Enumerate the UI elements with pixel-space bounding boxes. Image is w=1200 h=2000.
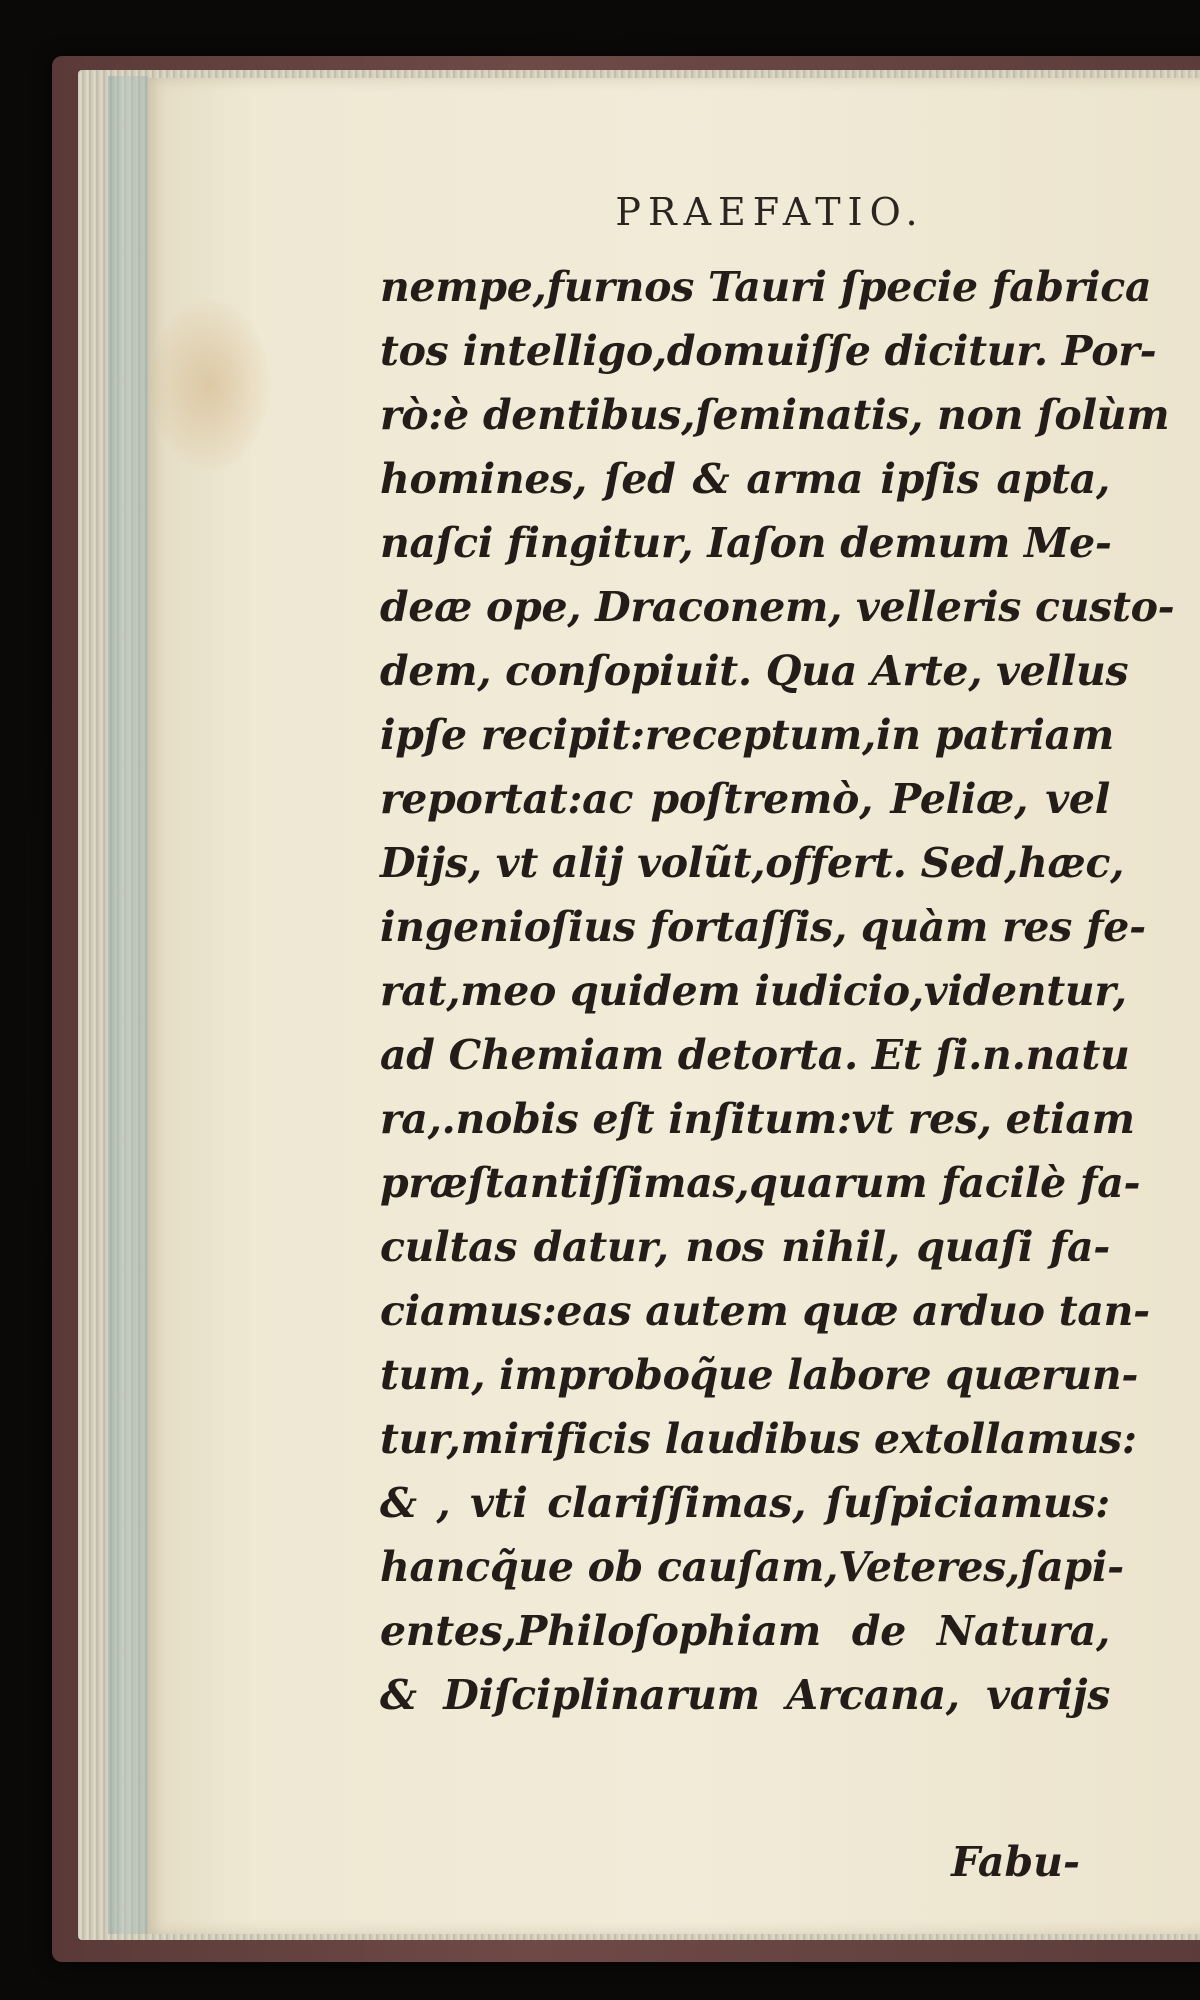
text-line: ipſe recipit:receptum,in patriam [380, 711, 1114, 759]
text-line: deæ ope, Draconem, velleris custo- [380, 583, 1175, 631]
text-line: & , vti clariſſimas, ſuſpiciamus: [380, 1479, 1110, 1527]
text-line: tur,mirificis laudibus extollamus: [380, 1415, 1137, 1463]
running-head: PRAEFATIO. [615, 190, 925, 234]
text-line: Dijs, vt alij volũt,offert. Sed,hæc, [380, 839, 1125, 887]
text-line: reportat:ac poſtremò, Peliæ, vel [380, 775, 1110, 823]
text-line: præſtantiſſimas,quarum facilè fa- [380, 1159, 1141, 1207]
text-line: ingenioſius fortaſſis, quàm res fe- [380, 903, 1146, 951]
text-line: ra,.nobis eſt inſitum:vt res, etiam [380, 1095, 1135, 1143]
text-line: tum, improboq̃ue labore quærun- [380, 1351, 1139, 1399]
text-line: homines, ſed & arma ipſis apta, [380, 455, 1110, 503]
text-block [380, 255, 1175, 1727]
text-line: tos intelligo,domuiſſe dicitur. Por- [380, 327, 1157, 375]
foxing-stain [150, 300, 270, 470]
text-line: ciamus:eas autem quæ arduo tan- [380, 1287, 1150, 1335]
text-line: & Diſciplinarum Arcana, varijs [380, 1671, 1110, 1719]
text-line: hancq̃ue ob cauſam,Veteres,ſapi- [380, 1543, 1124, 1591]
text-line: dem, conſopiuit. Qua Arte, vellus [380, 647, 1129, 695]
page-edge-tint [108, 76, 148, 1934]
text-line: ad Chemiam detorta. Et ſi.n.natu [380, 1031, 1130, 1079]
text-line: rat,meo quidem iudicio,videntur, [380, 967, 1127, 1015]
text-line: entes,Philoſophiam de Natura, [380, 1607, 1110, 1655]
text-line: nempe,furnos Tauri ſpecie fabrica [380, 263, 1152, 311]
text-line: naſci fingitur, Iaſon demum Me- [380, 519, 1112, 567]
catchword: Fabu- [951, 1838, 1080, 1886]
text-line: rò:è dentibus,ſeminatis, non ſolùm [380, 391, 1170, 439]
text-line: cultas datur, nos nihil, quaſi fa- [380, 1223, 1110, 1271]
